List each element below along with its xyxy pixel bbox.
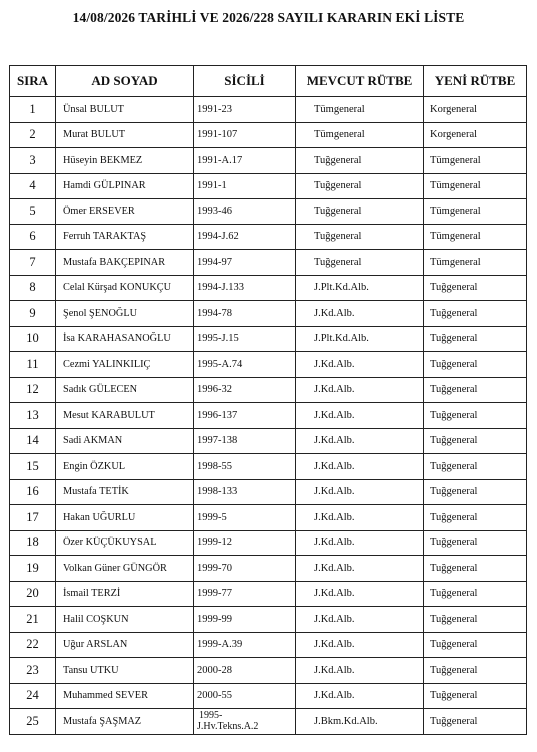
sicil-line-1: 1995-	[199, 710, 223, 722]
sicil-line-2: J.Hv.Tekns.A.2	[197, 721, 259, 733]
table-row	[10, 658, 527, 684]
cell-sira: 8	[10, 275, 56, 301]
cell-sicil: 1994-97	[194, 250, 296, 276]
cell-sicil: 1997-138	[194, 428, 296, 454]
cell-sira: 24	[10, 683, 56, 709]
header-mevcut-rutbe: MEVCUT RÜTBE	[296, 66, 424, 97]
cell-yeni-rutbe: Korgeneral	[424, 122, 527, 148]
cell-sicil: 1994-J.62	[194, 224, 296, 250]
cell-ad-soyad: Tansu UTKU	[56, 658, 194, 684]
table-row	[10, 454, 527, 480]
cell-yeni-rutbe: Tuğgeneral	[424, 377, 527, 403]
cell-sicil: 1995-J.15	[194, 326, 296, 352]
cell-mevcut-rutbe: J.Kd.Alb.	[296, 658, 424, 684]
cell-yeni-rutbe: Tuğgeneral	[424, 581, 527, 607]
cell-mevcut-rutbe: Tümgeneral	[296, 122, 424, 148]
table-row	[10, 530, 527, 556]
table-row	[10, 505, 527, 531]
cell-sicil: 2000-55	[194, 683, 296, 709]
header-ad-soyad: AD SOYAD	[56, 66, 194, 97]
cell-ad-soyad: Sadi AKMAN	[56, 428, 194, 454]
cell-yeni-rutbe: Tuğgeneral	[424, 275, 527, 301]
cell-sira: 20	[10, 581, 56, 607]
sicil-two-line	[197, 710, 295, 732]
cell-mevcut-rutbe: J.Kd.Alb.	[296, 377, 424, 403]
cell-sicil: 1995-A.74	[194, 352, 296, 378]
cell-sicil: 2000-28	[194, 658, 296, 684]
table-row	[10, 352, 527, 378]
cell-mevcut-rutbe: Tuğgeneral	[296, 250, 424, 276]
cell-mevcut-rutbe: J.Kd.Alb.	[296, 632, 424, 658]
cell-mevcut-rutbe: J.Kd.Alb.	[296, 479, 424, 505]
cell-sicil: 1991-107	[194, 122, 296, 148]
table-row	[10, 479, 527, 505]
table-row	[10, 275, 527, 301]
cell-sira: 6	[10, 224, 56, 250]
table-header-row	[10, 66, 527, 97]
cell-sicil: 1996-137	[194, 403, 296, 429]
table-row	[10, 250, 527, 276]
cell-sicil: 1999-5	[194, 505, 296, 531]
table-row	[10, 224, 527, 250]
cell-mevcut-rutbe: J.Kd.Alb.	[296, 428, 424, 454]
cell-sira: 18	[10, 530, 56, 556]
cell-ad-soyad: Volkan Güner GÜNGÖR	[56, 556, 194, 582]
cell-sira: 10	[10, 326, 56, 352]
cell-yeni-rutbe: Tuğgeneral	[424, 428, 527, 454]
cell-ad-soyad: Hüseyin BEKMEZ	[56, 148, 194, 174]
cell-ad-soyad: Hamdi GÜLPINAR	[56, 173, 194, 199]
cell-sira: 5	[10, 199, 56, 225]
table-row	[10, 199, 527, 225]
cell-ad-soyad: Cezmi YALINKILIÇ	[56, 352, 194, 378]
cell-mevcut-rutbe: J.Plt.Kd.Alb.	[296, 326, 424, 352]
cell-sicil	[194, 709, 296, 735]
cell-sira: 9	[10, 301, 56, 327]
cell-ad-soyad: Mustafa ŞAŞMAZ	[56, 709, 194, 735]
cell-mevcut-rutbe: J.Kd.Alb.	[296, 581, 424, 607]
cell-sicil: 1999-A.39	[194, 632, 296, 658]
cell-ad-soyad: Murat BULUT	[56, 122, 194, 148]
cell-mevcut-rutbe: J.Kd.Alb.	[296, 530, 424, 556]
table-row	[10, 97, 527, 123]
cell-sira: 22	[10, 632, 56, 658]
cell-mevcut-rutbe: Tuğgeneral	[296, 224, 424, 250]
cell-ad-soyad: Mustafa TETİK	[56, 479, 194, 505]
cell-ad-soyad: Halil COŞKUN	[56, 607, 194, 633]
cell-yeni-rutbe: Tuğgeneral	[424, 479, 527, 505]
cell-sicil: 1991-1	[194, 173, 296, 199]
cell-yeni-rutbe: Tümgeneral	[424, 148, 527, 174]
cell-yeni-rutbe: Tuğgeneral	[424, 709, 527, 735]
cell-sira: 4	[10, 173, 56, 199]
cell-mevcut-rutbe: J.Kd.Alb.	[296, 607, 424, 633]
cell-sira: 16	[10, 479, 56, 505]
cell-sicil: 1991-A.17	[194, 148, 296, 174]
cell-ad-soyad: Uğur ARSLAN	[56, 632, 194, 658]
cell-sicil: 1993-46	[194, 199, 296, 225]
cell-mevcut-rutbe: Tuğgeneral	[296, 148, 424, 174]
table-row	[10, 632, 527, 658]
table-row	[10, 403, 527, 429]
cell-yeni-rutbe: Korgeneral	[424, 97, 527, 123]
cell-sira: 11	[10, 352, 56, 378]
table-row	[10, 428, 527, 454]
cell-ad-soyad: Mesut KARABULUT	[56, 403, 194, 429]
cell-yeni-rutbe: Tümgeneral	[424, 224, 527, 250]
cell-yeni-rutbe: Tuğgeneral	[424, 505, 527, 531]
cell-ad-soyad: İsa KARAHASANOĞLU	[56, 326, 194, 352]
cell-sicil: 1999-99	[194, 607, 296, 633]
cell-sira: 1	[10, 97, 56, 123]
cell-sira: 14	[10, 428, 56, 454]
cell-ad-soyad: Mustafa BAKÇEPINAR	[56, 250, 194, 276]
cell-yeni-rutbe: Tuğgeneral	[424, 683, 527, 709]
cell-yeni-rutbe: Tümgeneral	[424, 250, 527, 276]
cell-sicil: 1999-12	[194, 530, 296, 556]
cell-yeni-rutbe: Tuğgeneral	[424, 352, 527, 378]
table-row	[10, 377, 527, 403]
cell-ad-soyad: İsmail TERZİ	[56, 581, 194, 607]
cell-ad-soyad: Ferruh TARAKTAŞ	[56, 224, 194, 250]
cell-yeni-rutbe: Tuğgeneral	[424, 301, 527, 327]
cell-ad-soyad: Muhammed SEVER	[56, 683, 194, 709]
cell-yeni-rutbe: Tümgeneral	[424, 173, 527, 199]
header-sicil: SİCİLİ	[194, 66, 296, 97]
table-row	[10, 581, 527, 607]
cell-sira: 13	[10, 403, 56, 429]
table-row	[10, 556, 527, 582]
cell-mevcut-rutbe: J.Kd.Alb.	[296, 352, 424, 378]
cell-mevcut-rutbe: J.Kd.Alb.	[296, 556, 424, 582]
cell-sicil: 1998-133	[194, 479, 296, 505]
cell-sira: 19	[10, 556, 56, 582]
cell-ad-soyad: Özer KÜÇÜKUYSAL	[56, 530, 194, 556]
cell-yeni-rutbe: Tuğgeneral	[424, 530, 527, 556]
cell-ad-soyad: Şenol ŞENOĞLU	[56, 301, 194, 327]
cell-mevcut-rutbe: J.Kd.Alb.	[296, 683, 424, 709]
cell-mevcut-rutbe: J.Kd.Alb.	[296, 301, 424, 327]
header-yeni-rutbe: YENİ RÜTBE	[424, 66, 527, 97]
cell-sira: 23	[10, 658, 56, 684]
cell-ad-soyad: Ünsal BULUT	[56, 97, 194, 123]
cell-sira: 3	[10, 148, 56, 174]
table-row	[10, 709, 527, 735]
cell-yeni-rutbe: Tümgeneral	[424, 199, 527, 225]
cell-mevcut-rutbe: J.Kd.Alb.	[296, 505, 424, 531]
cell-yeni-rutbe: Tuğgeneral	[424, 403, 527, 429]
cell-yeni-rutbe: Tuğgeneral	[424, 556, 527, 582]
cell-ad-soyad: Sadık GÜLECEN	[56, 377, 194, 403]
table-row	[10, 301, 527, 327]
cell-sira: 7	[10, 250, 56, 276]
cell-yeni-rutbe: Tuğgeneral	[424, 632, 527, 658]
table-row	[10, 683, 527, 709]
cell-sicil: 1994-78	[194, 301, 296, 327]
cell-sira: 25	[10, 709, 56, 735]
cell-sicil: 1991-23	[194, 97, 296, 123]
cell-sira: 21	[10, 607, 56, 633]
table-row	[10, 173, 527, 199]
table-row	[10, 148, 527, 174]
cell-mevcut-rutbe: Tuğgeneral	[296, 199, 424, 225]
cell-mevcut-rutbe: Tümgeneral	[296, 97, 424, 123]
cell-sicil: 1999-70	[194, 556, 296, 582]
cell-mevcut-rutbe: J.Plt.Kd.Alb.	[296, 275, 424, 301]
table-row	[10, 607, 527, 633]
cell-sira: 15	[10, 454, 56, 480]
table-row	[10, 326, 527, 352]
cell-mevcut-rutbe: Tuğgeneral	[296, 173, 424, 199]
cell-sira: 12	[10, 377, 56, 403]
promotion-list-table	[9, 65, 527, 735]
cell-ad-soyad: Celal Kürşad KONUKÇU	[56, 275, 194, 301]
cell-mevcut-rutbe: J.Bkm.Kd.Alb.	[296, 709, 424, 735]
cell-ad-soyad: Hakan UĞURLU	[56, 505, 194, 531]
cell-yeni-rutbe: Tuğgeneral	[424, 454, 527, 480]
cell-ad-soyad: Ömer ERSEVER	[56, 199, 194, 225]
cell-yeni-rutbe: Tuğgeneral	[424, 658, 527, 684]
cell-sicil: 1998-55	[194, 454, 296, 480]
cell-sira: 2	[10, 122, 56, 148]
cell-mevcut-rutbe: J.Kd.Alb.	[296, 403, 424, 429]
cell-yeni-rutbe: Tuğgeneral	[424, 326, 527, 352]
header-sira: SIRA	[10, 66, 56, 97]
cell-mevcut-rutbe: J.Kd.Alb.	[296, 454, 424, 480]
cell-sicil: 1996-32	[194, 377, 296, 403]
document-title: 14/08/2026 TARİHLİ VE 2026/228 SAYILI KARARIN EKİ LİSTE	[72, 10, 465, 25]
cell-ad-soyad: Engin ÖZKUL	[56, 454, 194, 480]
cell-sicil: 1994-J.133	[194, 275, 296, 301]
cell-sicil: 1999-77	[194, 581, 296, 607]
cell-sira: 17	[10, 505, 56, 531]
table-row	[10, 122, 527, 148]
cell-yeni-rutbe: Tuğgeneral	[424, 607, 527, 633]
